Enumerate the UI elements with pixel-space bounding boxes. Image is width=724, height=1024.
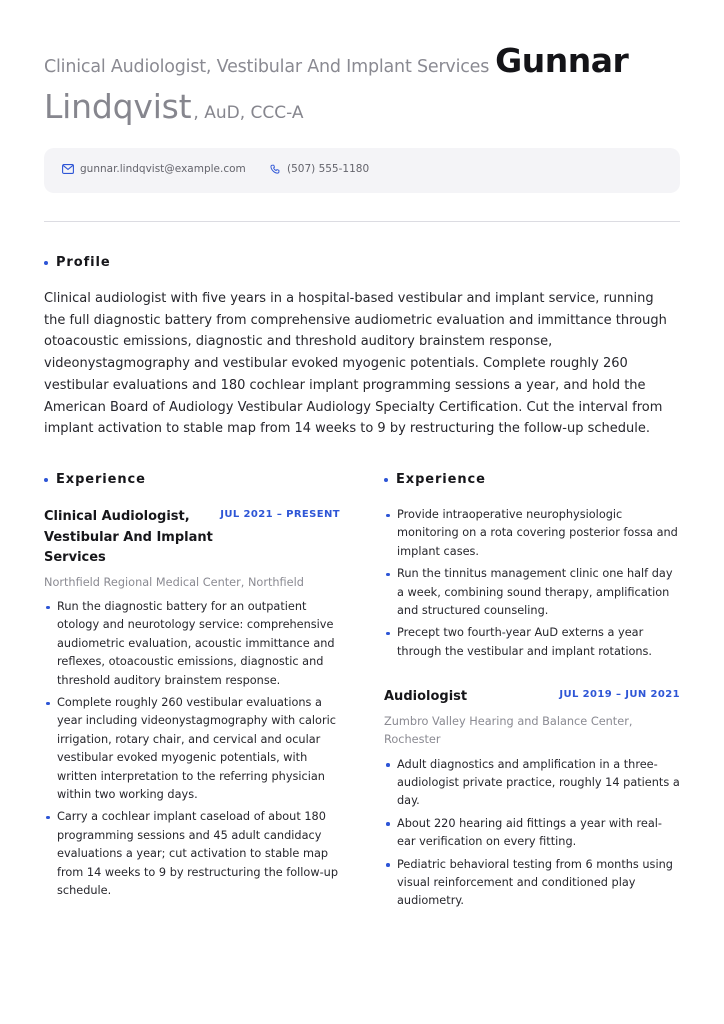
experience-heading-left <box>44 472 146 487</box>
job-title: Clinical Audiologist, Vestibular And Implant Services <box>44 509 213 565</box>
contact-email[interactable] <box>62 163 246 175</box>
phone-icon <box>270 164 281 175</box>
email-text: gunnar.lindqvist@example.com <box>80 163 246 175</box>
experience-column-left <box>44 507 340 905</box>
mail-icon <box>62 164 74 174</box>
job-organization: Zumbro Valley Hearing and Balance Center, Rochester <box>384 714 633 746</box>
job-title: Audiologist <box>384 689 468 704</box>
header-divider <box>44 221 680 222</box>
experience-heading-text: Experience <box>396 472 486 487</box>
profile-heading <box>44 255 111 270</box>
contact-bar <box>44 148 680 193</box>
list-item: Precept two fourth-year AuD externs a year through the vestibular and implant rotations. <box>384 624 680 661</box>
experience-entry-right <box>384 687 680 915</box>
heading-dot-icon <box>44 261 48 265</box>
contact-phone[interactable] <box>270 163 369 175</box>
list-item: Complete roughly 260 vestibular evaluations a year including videonystagmography with caloric irrigation, rotary chair, and cervical and ocular vestibular evoked myogenic potentials, with written interpretation to the referring physician within two working days. <box>44 694 340 804</box>
continued-bullets <box>384 506 680 661</box>
list-item: Adult diagnostics and amplification in a three-audiologist private practice, roughly 14 patients a day. <box>384 756 680 811</box>
list-item: About 220 hearing aid fittings a year with real-ear verification on every fitting. <box>384 815 680 852</box>
list-item: Pediatric behavioral testing from 6 months using visual reinforcement and conditioned play audiometry. <box>384 856 680 911</box>
heading-dot-icon <box>44 478 48 482</box>
experience-heading-right <box>384 472 486 487</box>
list-item: Provide intraoperative neurophysiologic monitoring on a rota covering posterior fossa and implant cases. <box>384 506 680 561</box>
job-dates: JUL 2021 – PRESENT <box>220 509 340 520</box>
credentials: , AuD, CCC-A <box>193 103 304 123</box>
list-item: Run the tinnitus management clinic one half day a week, combining sound therapy, amplification and structured counseling. <box>384 565 680 620</box>
job-dates: JUL 2019 – JUN 2021 <box>559 689 680 700</box>
job-header <box>384 687 680 708</box>
job-bullets <box>44 598 340 901</box>
resume-header <box>44 41 684 130</box>
list-item: Run the diagnostic battery for an outpatient otology and neurotology service: comprehensive audiometric evaluation, acoustic immittance and reflexes, otoacoustic emissions, diagnostic and threshold auditory brainstem response. <box>44 598 340 690</box>
job-organization: Northfield Regional Medical Center, Northfield <box>44 575 304 589</box>
heading-dot-icon <box>384 478 388 482</box>
job-bullets <box>384 756 680 911</box>
last-name: Lindqvist <box>44 87 192 126</box>
headline <box>44 41 684 130</box>
phone-text: (507) 555-1180 <box>287 163 370 175</box>
profile-summary: Clinical audiologist with five years in a hospital-based vestibular and implant service, running the full diagnostic battery from comprehensive audiometric evaluation and immittance through otoacoustic emissions, diagnostic and threshold auditory brainstem response, videonystagmography and vestibular evoked myogenic potentials. Complete roughly 260 vestibular evaluations and 180 cochlear implant programming sessions a year, and hold the American Board of Audiology Vestibular Audiology Specialty Certification. Cut the interval from implant activation to stable map from 14 weeks to 9 by restructuring the follow-up schedule. <box>44 291 667 437</box>
first-name: Gunnar <box>495 41 629 80</box>
experience-column-right <box>384 506 680 665</box>
list-item: Carry a cochlear implant caseload of about 180 programming sessions and 45 adult candidacy evaluations a year; cut activation to stable map from 14 weeks to 9 by restructuring the follow-up schedule. <box>44 808 340 900</box>
job-header <box>44 507 340 569</box>
job-subtitle: Clinical Audiologist, Vestibular And Implant Services <box>44 57 490 77</box>
profile-heading-text: Profile <box>56 255 111 270</box>
experience-heading-text: Experience <box>56 472 146 487</box>
